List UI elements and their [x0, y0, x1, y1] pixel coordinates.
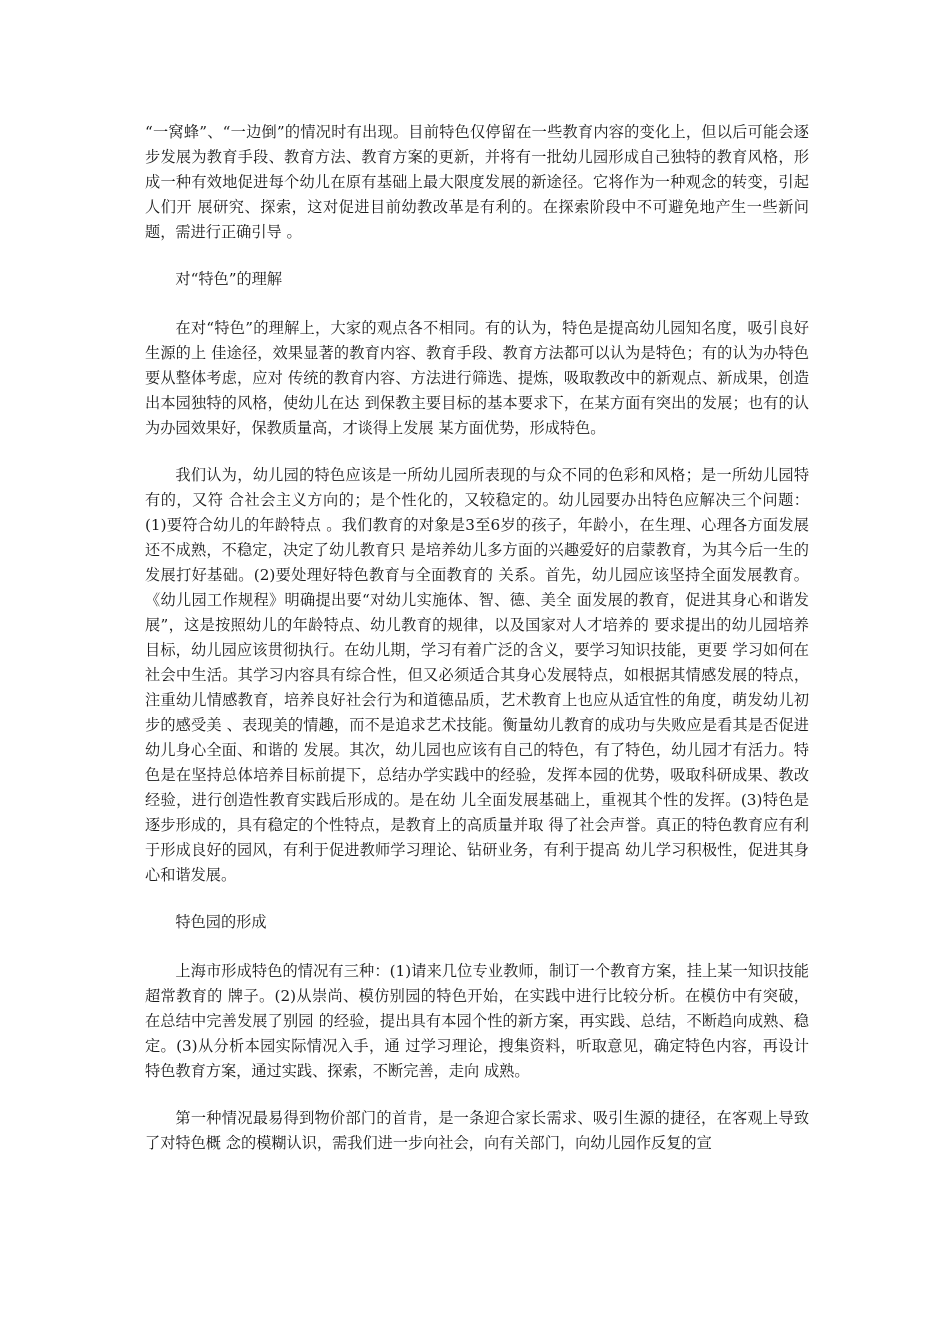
paragraph-intro: “一窝蜂”、“一边倒”的情况时有出现。目前特色仅停留在一些教育内容的变化上，但以后可能会逐步发展为教育手段、教育方法、教育方案的更新，并将有一批幼儿园形成自己独特的教育风格，形成一种有效地促进每个幼儿在原有基础上最大限度发展的新途径。它将作为一种观念的转变，引起人们开 展研究、探索，这对促进目前幼教改革是有利的。在探索阶段中不可避免地产生一些新问题，需进行正确引导 。 [145, 123, 809, 241]
paragraph-understanding: 在对“特色”的理解上，大家的观点各不相同。有的认为，特色是提高幼儿园知名度，吸引良好生源的上 佳途径，效果显著的教育内容、教育手段、教育方法都可以认为是特色；有的认为办特色要从整体考虑，应对 传统的教育内容、方法进行筛选、提炼，吸取教改中的新观点、新成果，创造出本园独特的风格，使幼儿在达 到保教主要目标的基本要求下，在某方面有突出的发展；也有的认为办园效果好，保教质量高，才谈得上发展 某方面优势，形成特色。 [145, 319, 809, 437]
section-heading-understanding: 对“特色”的理解 [175, 270, 283, 288]
section-heading-formation: 特色园的形成 [175, 913, 267, 931]
paragraph-first-case: 第一种情况最易得到物价部门的首肯，是一条迎合家长需求、吸引生源的捷径，在客观上导致了对特色概 念的模糊认识，需我们进一步向社会，向有关部门，向幼儿园作反复的宣 [145, 1109, 809, 1152]
paragraph-shanghai: 上海市形成特色的情况有三种：(1)请来几位专业教师，制订一个教育方案，挂上某一知识技能超常教育的 牌子。(2)从崇尚、模仿别园的特色开始，在实践中进行比较分析。在模仿中有突破，在总结中完善发展了别园 的经验，提出具有本园个性的新方案，再实践、总结，不断趋向成熟、稳定。(3)从分析本园实际情况入手，通 过学习理论，搜集资料，听取意见，确定特色内容，再设计特色教育方案，通过实践、探索，不断完善，走向 成熟。 [145, 962, 809, 1080]
document-body [145, 120, 809, 1178]
paragraph-our-view: 我们认为，幼儿园的特色应该是一所幼儿园所表现的与众不同的色彩和风格；是一所幼儿园特有的，又符 合社会主义方向的；是个性化的，又较稳定的。幼儿园要办出特色应解决三个问题：(1)要符合幼儿的年龄特点 。我们教育的对象是3至6岁的孩子，年龄小，在生理、心理各方面发展还不成熟，不稳定，决定了幼儿教育只 是培养幼儿多方面的兴趣爱好的启蒙教育，为其今后一生的发展打好基础。(2)要处理好特色教育与全面教育的 关系。首先，幼儿园应该坚持全面发展教育。《幼儿园工作规程》明确提出要“对幼儿实施体、智、德、美全 面发展的教育，促进其身心和谐发展”，这是按照幼儿的年龄特点、幼儿教育的规律，以及国家对人才培养的 要求提出的幼儿园培养目标，幼儿园应该贯彻执行。在幼儿期，学习有着广泛的含义，要学习知识技能，更要 学习如何在社会中生活。其学习内容具有综合性，但又必须适合其身心发展特点，如根据其情感发展的特点，注重幼儿情感教育，培养良好社会行为和道德品质，艺术教育上也应从适宜性的角度，萌发幼儿初步的感受美 、表现美的情趣，而不是追求艺术技能。衡量幼儿教育的成功与失败应是看其是否促进幼儿身心全面、和谐的 发展。其次，幼儿园也应该有自己的特色，有了特色，幼儿园才有活力。特色是在坚持总体培养目标前提下，总结办学实践中的经验，发挥本园的优势，吸取科研成果、教改经验，进行创造性教育实践后形成的。是在幼 儿全面发展基础上，重视其个性的发挥。(3)特色是逐步形成的，具有稳定的个性特点，是教育上的高质量并取 得了社会声誉。真正的特色教育应有利于形成良好的园风，有利于促进教师学习理论、钻研业务，有利于提高 幼儿学习积极性，促进其身心和谐发展。 [145, 466, 809, 884]
